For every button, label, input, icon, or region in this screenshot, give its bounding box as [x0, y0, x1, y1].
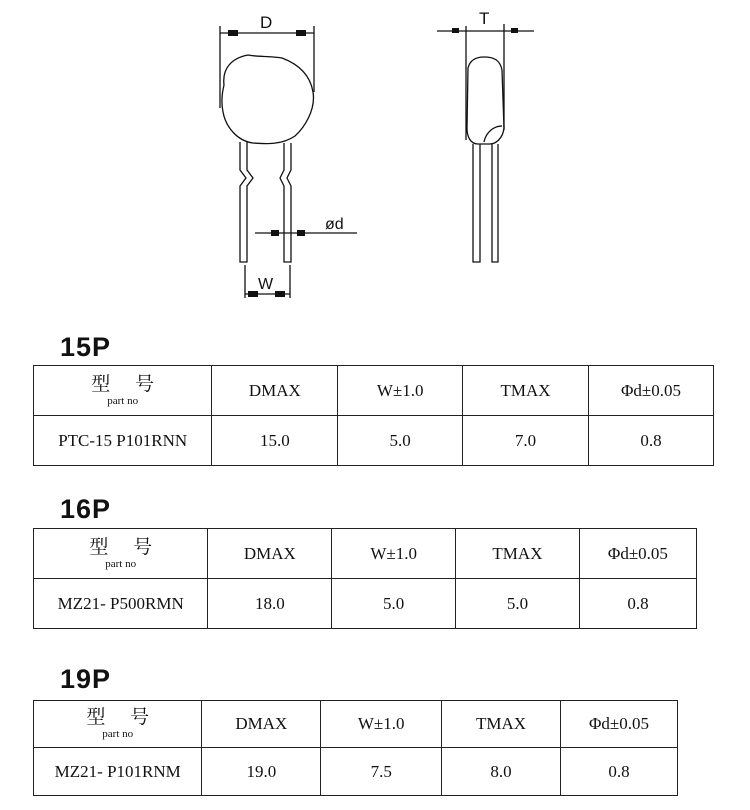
header-phi-d: Φd±0.05	[560, 701, 677, 748]
cell-part-no: MZ21- P500RMN	[34, 579, 208, 629]
header-d-max: DMAX	[212, 366, 338, 416]
table-header-row	[34, 366, 714, 416]
section-title-19p: 19P	[60, 664, 112, 694]
header-part-cn: 型 号	[89, 536, 163, 558]
header-part-en: part no	[107, 394, 139, 407]
cell-phi-d: 0.8	[579, 579, 696, 629]
table-header-row	[34, 529, 697, 579]
cell-phi-d: 0.8	[588, 416, 713, 466]
cell-d-max: 19.0	[202, 748, 321, 796]
cell-part-no: MZ21- P101RNM	[34, 748, 202, 796]
spec-table-15p	[33, 365, 714, 466]
cell-t-max: 8.0	[442, 748, 561, 796]
header-phi-d: Φd±0.05	[588, 366, 713, 416]
cell-d-max: 18.0	[208, 579, 332, 629]
header-t-max: TMAX	[463, 366, 589, 416]
header-part-no	[34, 701, 202, 748]
section-title-16p: 16P	[60, 494, 112, 524]
section-title-15p: 15P	[60, 332, 112, 362]
cell-part-no: PTC-15 P101RNN	[34, 416, 212, 466]
header-part-no	[34, 366, 212, 416]
cell-w: 7.5	[321, 748, 442, 796]
cell-w: 5.0	[338, 416, 463, 466]
header-w: W±1.0	[321, 701, 442, 748]
spec-table-19p	[33, 700, 678, 796]
header-w: W±1.0	[332, 529, 456, 579]
header-part-cn: 型 号	[91, 373, 165, 395]
header-part-en: part no	[102, 728, 134, 740]
component-dimension-drawing	[200, 0, 550, 310]
cell-t-max: 7.0	[463, 416, 589, 466]
header-part-cn: 型 号	[86, 707, 160, 728]
lead-diameter-label: ød	[325, 216, 344, 233]
header-t-max: TMAX	[442, 701, 561, 748]
table-header-row	[34, 701, 678, 748]
cell-d-max: 15.0	[212, 416, 338, 466]
table-row	[34, 579, 697, 629]
header-t-max: TMAX	[456, 529, 580, 579]
header-part-en: part no	[105, 557, 137, 570]
table-row	[34, 748, 678, 796]
lead-spacing-label: W	[258, 276, 274, 293]
thickness-label: T	[479, 9, 490, 28]
header-w: W±1.0	[338, 366, 463, 416]
header-d-max: DMAX	[208, 529, 332, 579]
header-part-no	[34, 529, 208, 579]
cell-w: 5.0	[332, 579, 456, 629]
diameter-label: D	[260, 13, 273, 32]
table-row	[34, 416, 714, 466]
spec-table-16p	[33, 528, 697, 629]
header-d-max: DMAX	[202, 701, 321, 748]
cell-t-max: 5.0	[456, 579, 580, 629]
header-phi-d: Φd±0.05	[579, 529, 696, 579]
cell-phi-d: 0.8	[560, 748, 677, 796]
